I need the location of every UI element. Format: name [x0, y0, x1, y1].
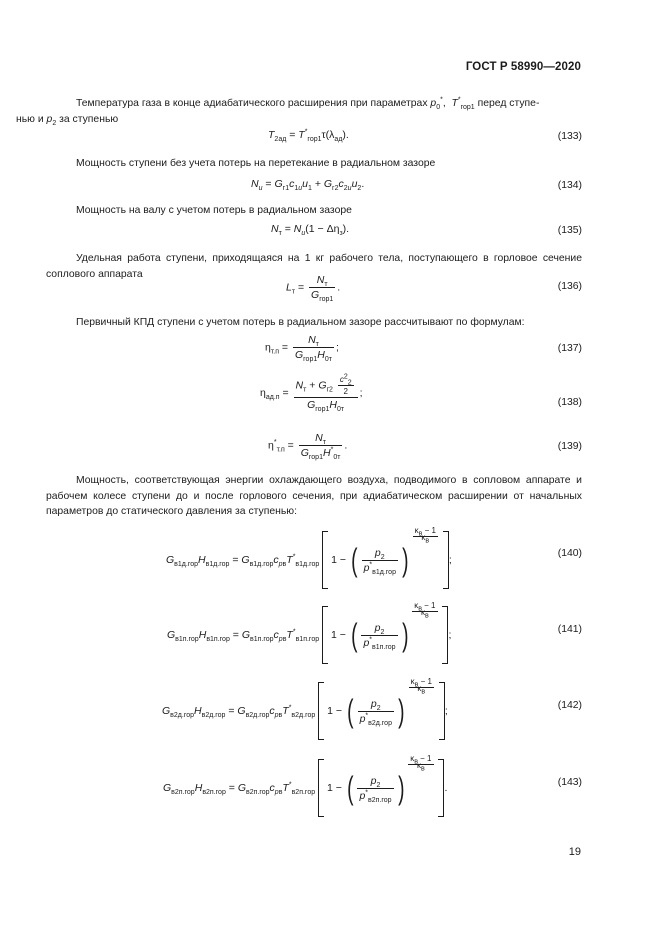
paragraph-efficiency: Первичный КПД ступени с учетом потерь в радиальном зазоре рассчитывают по формулам:	[76, 317, 525, 328]
equation-number: (134)	[557, 180, 582, 191]
paragraph-cooling-air-power: Мощность, соответствующая энергии охлаждающего воздуха, подводимого в сопловом аппарате и рабочем колесе ступени до и после горлового сечения, при адиабатическом расширении от начальных параметров до статического давления за ступенью:	[46, 475, 582, 517]
document-id: ГОСТ Р 58990—2020	[465, 61, 581, 73]
equation-133: $T_{2ад} = T^*_{гор1}\tau(\lambda_{ад})$. (133)	[268, 128, 582, 144]
equation-138: $\eta_{ад.п}$ = $N_т + G_{г2}$ $\frac{c^2_2}{2}$ $G_{гор1}H_{0т}$ ; (138)	[260, 373, 582, 414]
paragraph-stage-power: Мощность ступени без учета потерь на перетекание в радиальном зазоре	[76, 158, 436, 169]
equation-143: $G_{в2п.гор}H_{в2п.гор} = G_{в2п.гор}c_{pв}T^*_{в2п.гор}$ 1 − ( $\frac{p_2}{p^*_{в2п.гор}}$ ) $^{\frac{\kappa_в - 1}{\kappa_в}}$ . (143)	[46, 753, 582, 813]
page-number: 19	[568, 846, 581, 858]
equation-142: $G_{в2д.гор}H_{в2д.гор} = G_{в2д.гор}c_{pв}T^*_{в2д.гор}$ 1 − ( $\frac{p_2}{p^*_{в2д.гор}}$ ) $^{\frac{\kappa_в - 1}{\kappa_в}}$ ; (142)	[46, 676, 582, 736]
equation-number: (136)	[557, 281, 582, 292]
equation-number: (135)	[557, 225, 582, 236]
equation-number: (142)	[557, 700, 582, 711]
equation-136: $L_т$ = $\frac{N_т}{G_{гор1}}$ . (136)	[286, 274, 582, 304]
equation-number: (141)	[557, 624, 582, 635]
equation-140: $G_{в1д.гор}H_{в1д.гор} = G_{в1д.гор}c_{pв}T^*_{в1д.гор}$ 1 − ( $\frac{p_2}{p^*_{в1д.гор}}$ ) $^{\frac{\kappa_в - 1}{\kappa_в}}$ ; (140)	[46, 525, 582, 585]
equation-number: (140)	[557, 548, 582, 559]
equation-number: (137)	[557, 343, 582, 354]
paragraph-gas-temperature: Температура газа в конце адиабатического расширения при параметрах $p_0^*$, $T^*_{гор1}$ перед ступе- нью и $p_2$ за ступенью	[16, 96, 540, 127]
equation-135: $N_т = N_u(1 - \Delta\eta_з)$. (135)	[271, 223, 582, 238]
equation-number: (139)	[557, 441, 582, 452]
equation-number: (133)	[557, 131, 582, 142]
equation-141: $G_{в1п.гор}H_{в1п.гор} = G_{в1п.гор}c_{pв}T^*_{в1п.гор}$ 1 − ( $\frac{p_2}{p^*_{в1п.гор}}$ ) $^{\frac{\kappa_в - 1}{\kappa_в}}$ ; (141)	[46, 600, 582, 660]
equation-137: $\eta_{т.п}$ = $\frac{N_т}{G_{гор1}H_{0т}}$ ; (137)	[265, 334, 582, 364]
equation-number: (138)	[557, 397, 582, 408]
paragraph-specific-work: Удельная работа ступени, приходящаяся на 1 кг рабочего тела, поступающего в горловое сечение соплового аппарата	[46, 253, 582, 280]
equation-number: (143)	[557, 777, 582, 788]
paragraph-shaft-power: Мощность на валу с учетом потерь в радиальном зазоре	[76, 205, 352, 216]
equation-139: $\eta^*_{т.п}$ = $\frac{N_т}{G_{гор1}H^*_{0т}}$ . (139)	[268, 432, 582, 462]
equation-134: $N_u = G_{г1}c_{1u}u_1 + G_{г2}c_{2u}u_2$. (134)	[251, 178, 582, 193]
